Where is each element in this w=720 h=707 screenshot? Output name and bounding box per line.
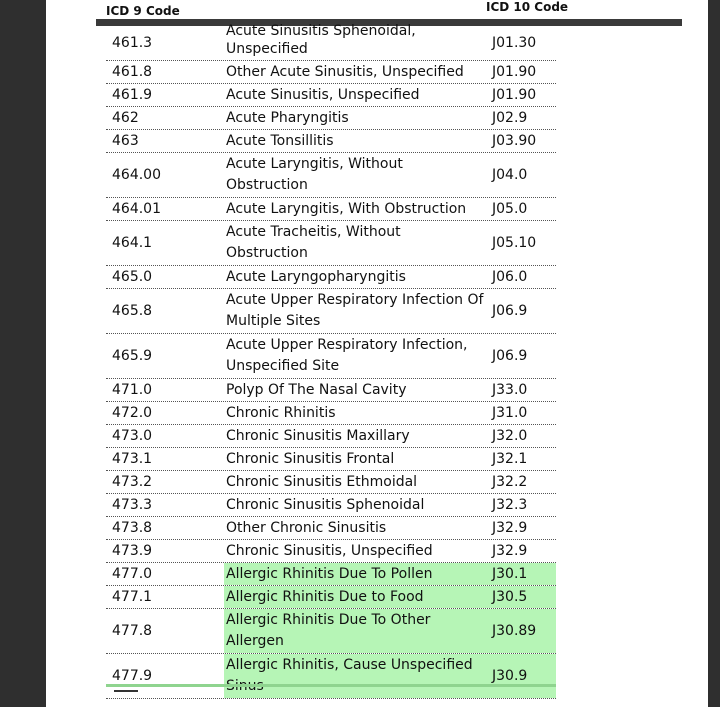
icd10-code: J32.2 (492, 474, 528, 490)
table-row (106, 425, 556, 448)
table-row (106, 379, 556, 402)
code-description: Allergic Rhinitis Due To Pollen (224, 563, 486, 585)
table-row (106, 198, 556, 221)
icd10-code: J30.5 (486, 586, 556, 608)
icd10-code: J32.9 (492, 520, 528, 536)
icd9-code: 477.8 (112, 623, 153, 639)
code-description (224, 23, 486, 60)
code-description: Acute Laryngopharyngitis (226, 268, 406, 285)
icd9-code: 477.1 (112, 589, 153, 605)
code-description: Chronic Sinusitis Maxillary (226, 427, 410, 444)
icd10-code: J01.30 (492, 35, 537, 51)
icd10-code: J30.9 (486, 654, 556, 698)
code-description: Other Acute Sinusitis, Unspecified (226, 63, 464, 80)
document-page (46, 0, 708, 707)
next-page-text-fragment (114, 690, 138, 696)
icd10-code: J30.1 (486, 563, 556, 585)
code-description: Polyp Of The Nasal Cavity (226, 381, 407, 398)
icd10-code: J05.0 (492, 201, 528, 217)
code-description: Chronic Sinusitis Sphenoidal (226, 496, 425, 513)
icd9-code: 473.2 (112, 474, 153, 490)
table-row (106, 609, 556, 654)
icd10-code: J01.90 (492, 64, 537, 80)
icd9-code: 473.8 (112, 520, 153, 536)
code-description: Chronic Sinusitis Ethmoidal (226, 473, 418, 490)
code-description: Chronic Sinusitis, Unspecified (226, 542, 433, 559)
code-description: Acute Tonsillitis (226, 132, 334, 149)
code-description: Acute Sinusitis, Unspecified (226, 86, 420, 103)
table-row (106, 84, 556, 107)
icd9-code: 462 (112, 110, 139, 126)
icd9-code: 473.0 (112, 428, 153, 444)
table-bottom-rule (106, 684, 556, 687)
icd10-code: J30.89 (486, 609, 556, 653)
table-row (106, 540, 556, 563)
icd9-code: 465.9 (112, 348, 153, 364)
table-row (106, 471, 556, 494)
icd10-code: J02.9 (492, 110, 528, 126)
table-row (106, 517, 556, 540)
icd9-code: 461.3 (112, 35, 153, 51)
code-description: Other Chronic Sinusitis (226, 519, 387, 536)
icd9-code: 465.8 (112, 303, 153, 319)
icd9-code: 464.1 (112, 235, 153, 251)
table-row (106, 563, 556, 586)
code-description: Acute Laryngitis, With Obstruction (226, 200, 467, 217)
icd9-code: 472.0 (112, 405, 153, 421)
table-row (106, 23, 556, 61)
icd10-code: J06.9 (492, 303, 528, 319)
icd9-code: 477.9 (112, 668, 153, 684)
table-row (106, 448, 556, 471)
icd9-code: 477.0 (112, 566, 153, 582)
icd9-code: 465.0 (112, 269, 153, 285)
icd10-code: J04.0 (492, 167, 528, 183)
icd10-code: J32.9 (492, 543, 528, 559)
icd9-code: 473.9 (112, 543, 153, 559)
icd10-code: J32.3 (492, 497, 528, 513)
icd10-code: J01.90 (492, 87, 537, 103)
code-description: Allergic Rhinitis Due To Other Allergen (224, 609, 486, 653)
icd10-code: J05.10 (492, 235, 537, 251)
icd9-code: 463 (112, 133, 139, 149)
code-description: Acute Laryngitis, Without Obstruction (226, 156, 403, 193)
table-row (106, 334, 556, 379)
table-row (106, 266, 556, 289)
code-description: Acute Upper Respiratory Infection Of Multiple Sites (226, 292, 484, 329)
icd9-code: 473.1 (112, 451, 153, 467)
code-description: Chronic Rhinitis (226, 404, 336, 421)
table-row (106, 402, 556, 425)
table-row (106, 61, 556, 84)
code-description: Acute Pharyngitis (226, 109, 349, 126)
icd9-code: 461.8 (112, 64, 153, 80)
icd10-code: J33.0 (492, 382, 528, 398)
icd10-code: J03.90 (492, 133, 537, 149)
code-mapping-table (106, 23, 556, 699)
icd10-code: J06.9 (492, 348, 528, 364)
table-row (106, 153, 556, 198)
table-row (106, 586, 556, 609)
table-row (106, 289, 556, 334)
table-row (106, 130, 556, 153)
icd10-code: J31.0 (492, 405, 528, 421)
icd9-code: 473.3 (112, 497, 153, 513)
icd10-column-header: ICD 10 Code (486, 0, 569, 14)
code-description: Acute Tracheitis, Without Obstruction (226, 224, 401, 261)
icd9-code: 471.0 (112, 382, 153, 398)
icd10-code: J06.0 (492, 269, 528, 285)
icd9-code: 461.9 (112, 87, 153, 103)
icd9-code: 464.00 (112, 167, 161, 183)
icd10-code: J32.0 (492, 428, 528, 444)
icd9-column-header: ICD 9 Code (106, 4, 180, 18)
table-row (106, 654, 556, 699)
code-description-text: Acute Sinusitis Sphenoidal, Unspecified (226, 23, 416, 57)
icd10-code: J32.1 (492, 451, 528, 467)
code-description: Chronic Sinusitis Frontal (226, 450, 395, 467)
table-row (106, 221, 556, 266)
code-description: Allergic Rhinitis, Cause Unspecified (224, 654, 486, 698)
table-row (106, 494, 556, 517)
code-description: Acute Upper Respiratory Infection, Unspecified Site (226, 337, 468, 374)
icd9-code: 464.01 (112, 201, 161, 217)
code-description: Allergic Rhinitis Due to Food (224, 586, 486, 608)
table-row (106, 107, 556, 130)
